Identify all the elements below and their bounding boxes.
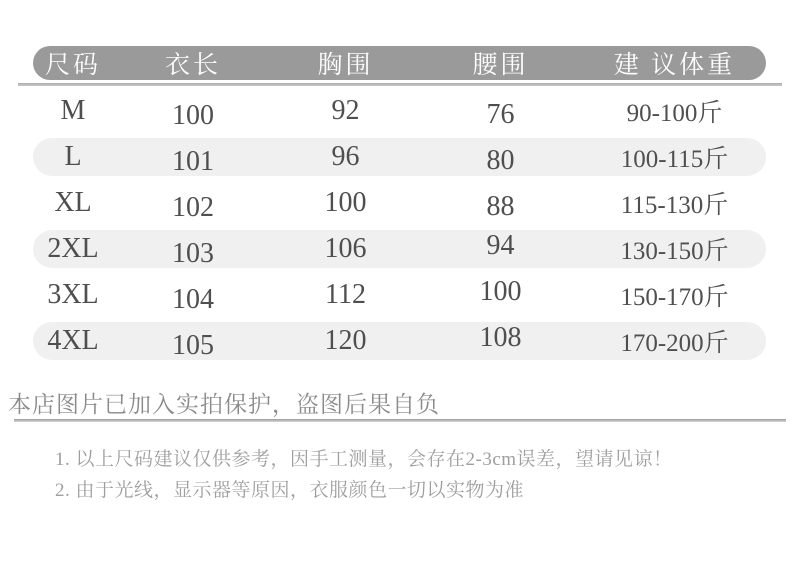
waist-cell: 100 [479,276,522,307]
waist-cell: 80 [486,145,515,176]
size-cell: 3XL [47,279,99,310]
weight-cell: 90-100斤 [626,100,723,127]
note-item: 1. 以上尺码建议仅供参考，因手工测量，会存在2-3cm误差，望请见谅！ [55,449,673,470]
table-row [33,322,766,360]
header-underline [18,83,782,86]
weight-cell: 170-200斤 [620,330,729,357]
length-cell: 100 [172,100,214,131]
size-cell: L [64,141,82,172]
header-length: 衣长 [164,52,221,79]
waist-cell: 88 [486,191,515,222]
weight-cell: 150-170斤 [620,284,729,311]
bust-cell: 100 [324,187,367,218]
length-cell: 101 [172,146,214,177]
size-cell: 2XL [47,233,99,264]
size-chart-table [33,92,766,368]
table-row [33,276,766,314]
bust-cell: 112 [325,279,366,310]
header-bust: 胸围 [317,52,374,79]
size-cell: M [60,95,86,126]
size-cell: 4XL [47,325,99,356]
table-row [33,184,766,222]
header-weight: 建 议体重 [613,52,736,79]
length-cell: 103 [172,238,214,269]
disclaimer-notes [55,444,795,506]
table-row [33,138,766,176]
bust-cell: 92 [331,95,360,126]
waist-cell: 76 [486,99,515,130]
waist-cell: 108 [479,322,522,353]
table-header [33,46,766,80]
bust-cell: 96 [331,141,360,172]
length-cell: 105 [172,330,214,361]
size-cell: XL [54,187,92,218]
weight-cell: 130-150斤 [620,238,729,265]
length-cell: 104 [172,284,214,315]
anti-theft-notice: 本店图片已加入实拍保护，盗图后果自负 [8,392,440,418]
length-cell: 102 [172,192,214,223]
bust-cell: 106 [324,233,367,264]
header-waist: 腰围 [472,52,529,79]
bust-cell: 120 [324,325,367,356]
table-row [33,230,766,268]
weight-cell: 115-130斤 [620,192,729,219]
divider-line [14,419,786,422]
header-size: 尺码 [44,52,101,79]
weight-cell: 100-115斤 [620,146,729,173]
note-item: 2. 由于光线，显示器等原因，衣服颜色一切以实物为准 [55,480,525,501]
waist-cell: 94 [486,230,515,261]
table-row [33,92,766,130]
